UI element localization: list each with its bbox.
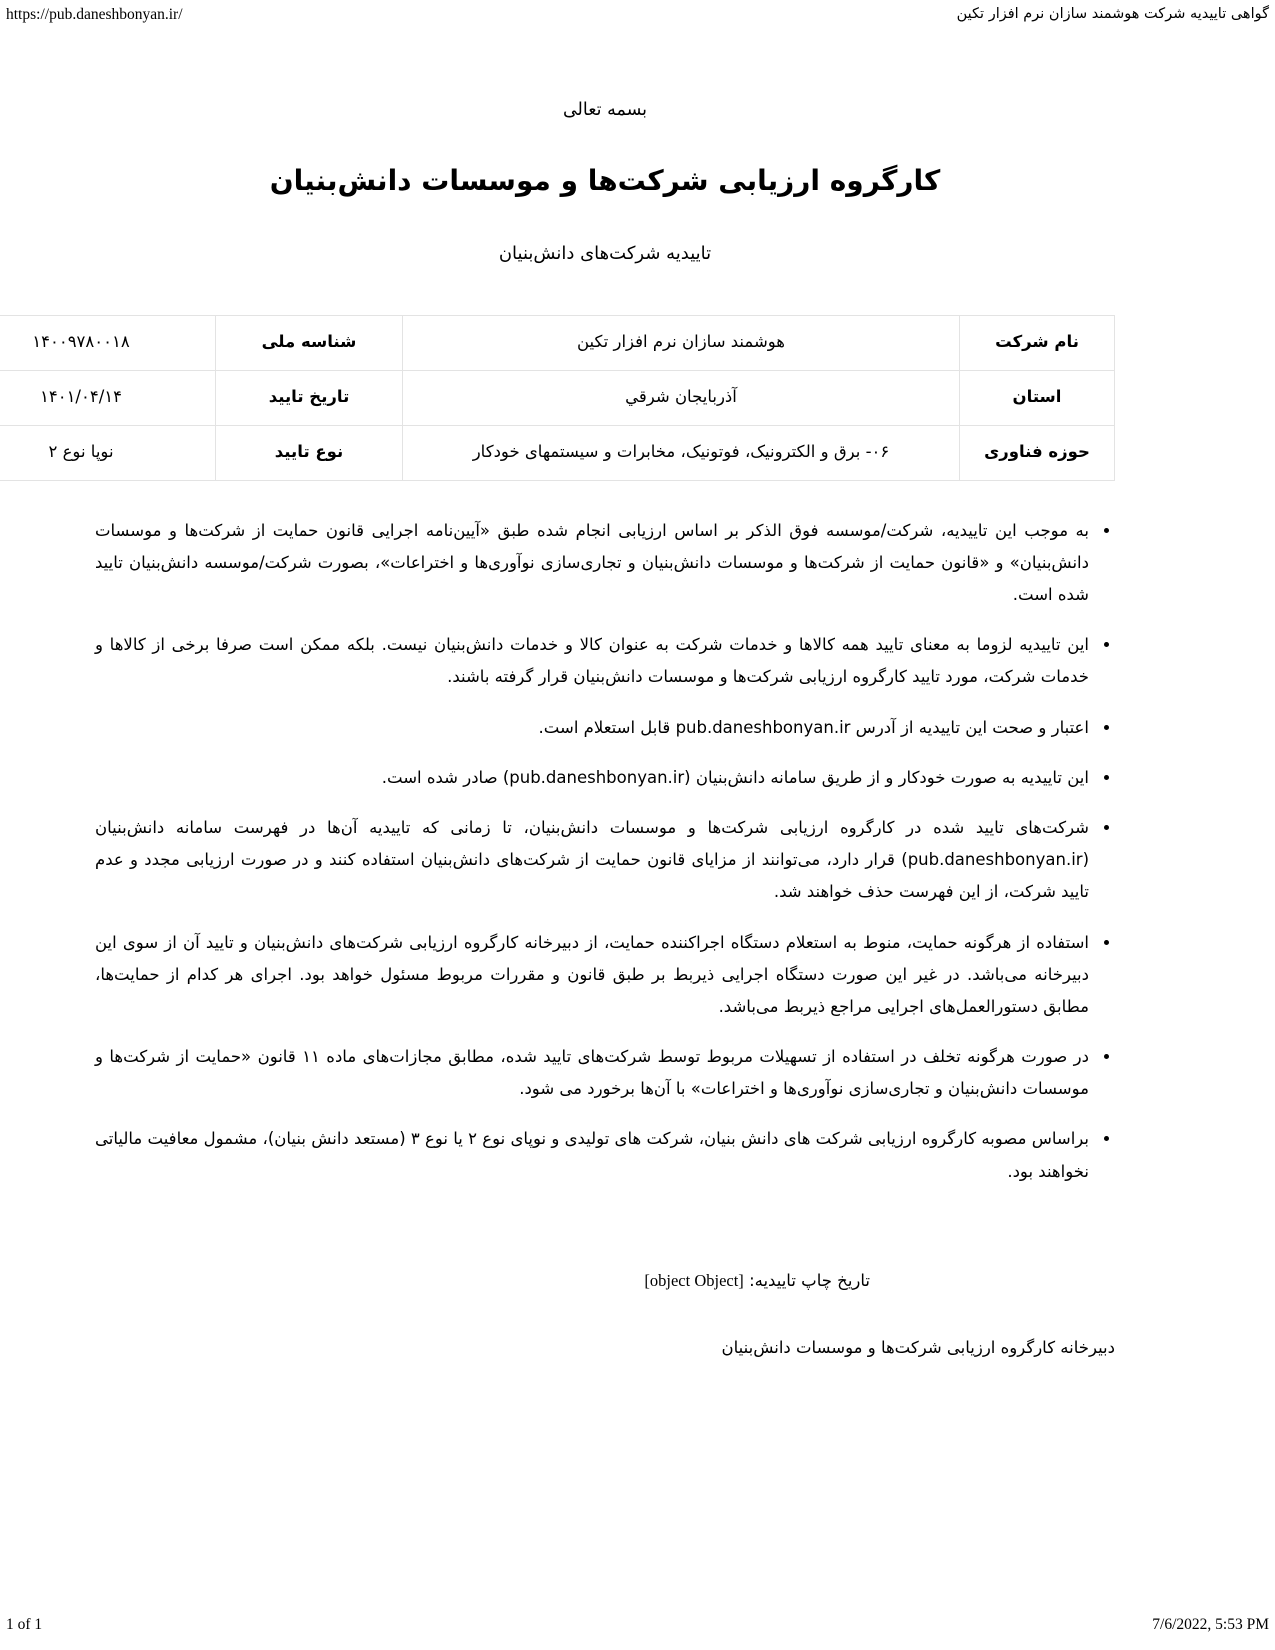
company-info-table <box>0 315 1115 481</box>
table-row <box>0 315 1115 370</box>
row-label-company-name: نام شرکت <box>960 315 1115 370</box>
row-label-technology-field: حوزه فناوری <box>960 425 1115 480</box>
print-footer-page-number: 1 of 1 <box>6 1616 43 1633</box>
row-label-approval-type: نوع تایید <box>216 425 403 480</box>
print-header-url: https://pub.daneshbonyan.ir/ <box>6 6 183 23</box>
issuing-office: دبیرخانه کارگروه ارزیابی شرکت‌ها و موسسات دانش‌بنیان <box>721 1338 1115 1358</box>
row-value-company-name: هوشمند سازان نرم افزار تکین <box>403 315 960 370</box>
certificate-document <box>32 96 1115 1363</box>
print-header-title: گواهی تاییدیه شرکت هوشمند سازان نرم افزار تکین <box>956 6 1269 22</box>
print-footer-datetime: 7/6/2022, 5:53 PM <box>1152 1616 1269 1633</box>
row-label-province: استان <box>960 370 1115 425</box>
company-info-table-body <box>0 315 1115 480</box>
table-row <box>0 425 1115 480</box>
row-value-technology-field: ۰۶- برق و الکترونیک، فوتونیک، مخابرات و سیستمهای خودکار <box>403 425 960 480</box>
row-label-national-id: شناسه ملی <box>216 315 403 370</box>
signature-block <box>95 1266 1115 1363</box>
list-item: این تاییدیه لزوما به معنای تایید همه کالاها و خدمات شرکت به عنوان کالا و خدمات دانش‌بنیان نیست. بلکه ممکن است صرفا برخی از کالاها و خدمات شرکت، مورد تایید کارگروه ارزیابی شرکت‌ها و موسسات دانش‌بنیان قرار گرفته باشند. <box>95 629 1115 693</box>
list-item: به موجب این تاییدیه، شرکت/موسسه فوق الذکر بر اساس ارزیابی انجام شده طبق «آیین‌نامه اجرایی قانون حمایت از شرکت‌ها و موسسات دانش‌بنیان» و «قانون حمایت از شرکت‌ها و موسسات دانش‌بنیان و تجاری‌سازی نوآوری‌ها و اختراعات»، بصورت شرکت/موسسه دانش‌بنیان تایید شده است. <box>95 515 1115 612</box>
page-subtitle: تاییدیه شرکت‌های دانش‌بنیان <box>498 243 712 264</box>
list-item: براساس مصوبه کارگروه ارزیابی شرکت های دانش بنیان، شرکت های تولیدی و نوپای نوع ۲ یا نوع ۳ (مستعد دانش بنیان)، مشمول معافیت مالیاتی نخواهند بود. <box>95 1123 1115 1187</box>
row-value-approval-date: ۱۴۰۱/۰۴/۱۴ <box>0 370 216 425</box>
print-footer <box>0 1616 1275 1634</box>
row-label-approval-date: تاریخ تایید <box>216 370 403 425</box>
print-date-line <box>95 1266 1115 1296</box>
row-value-province: آذربایجان شرقي <box>403 370 960 425</box>
list-item: شرکت‌های تایید شده در کارگروه ارزیابی شرکت‌ها و موسسات دانش‌بنیان، تا زمانی که تاییدیه آن‌ها در فهرست سامانه دانش‌بنیان (pub.daneshbonyan.ir) قرار دارد، می‌توانند از مزایای قانون حمایت از شرکت‌های دانش‌بنیان استفاده کنند و در صورت ارزیابی مجدد و عدم تایید شرکت، از این فهرست حذف خواهند شد. <box>95 812 1115 909</box>
bismillah-text: بسمه تعالی <box>562 100 648 120</box>
list-item: استفاده از هرگونه حمایت، منوط به استعلام دستگاه اجراکننده حمایت، از دبیرخانه کارگروه ارزیابی شرکت‌های دانش‌بنیان و تایید آن از سوی این دبیرخانه می‌باشد. در غیر این صورت دستگاه اجرایی ذیربط بر طبق قانون و مقررات مربوط مسئول خواهد بود. اجرای هر کدام از حمایت‌ها، مطابق دستورالعمل‌های اجرایی مراجع ذیربط می‌باشد. <box>95 927 1115 1024</box>
clauses-list <box>95 515 1115 1188</box>
table-row <box>0 370 1115 425</box>
print-date-value: [object Object] <box>644 1270 744 1290</box>
page-title: کارگروه ارزیابی شرکت‌ها و موسسات دانش‌بنیان <box>269 164 941 197</box>
list-item: اعتبار و صحت این تاییدیه از آدرس pub.daneshbonyan.ir قابل استعلام است. <box>95 712 1115 744</box>
row-value-national-id: ۱۴۰۰۹۷۸۰۰۱۸ <box>0 315 216 370</box>
print-date-label: تاریخ چاپ تاییدیه: <box>749 1270 870 1290</box>
row-value-approval-type: نوپا نوع ۲ <box>0 425 216 480</box>
list-item: این تاییدیه به صورت خودکار و از طریق سامانه دانش‌بنیان (pub.daneshbonyan.ir) صادر شده است. <box>95 762 1115 794</box>
print-header <box>0 6 1275 24</box>
list-item: در صورت هرگونه تخلف در استفاده از تسهیلات مربوط توسط شرکت‌های تایید شده، مطابق مجازات‌های ماده ۱۱ قانون «حمایت از شرکت‌ها و موسسات دانش‌بنیان و تجاری‌سازی نوآوری‌ها و اختراعات» با آن‌ها برخورد می شود. <box>95 1041 1115 1105</box>
